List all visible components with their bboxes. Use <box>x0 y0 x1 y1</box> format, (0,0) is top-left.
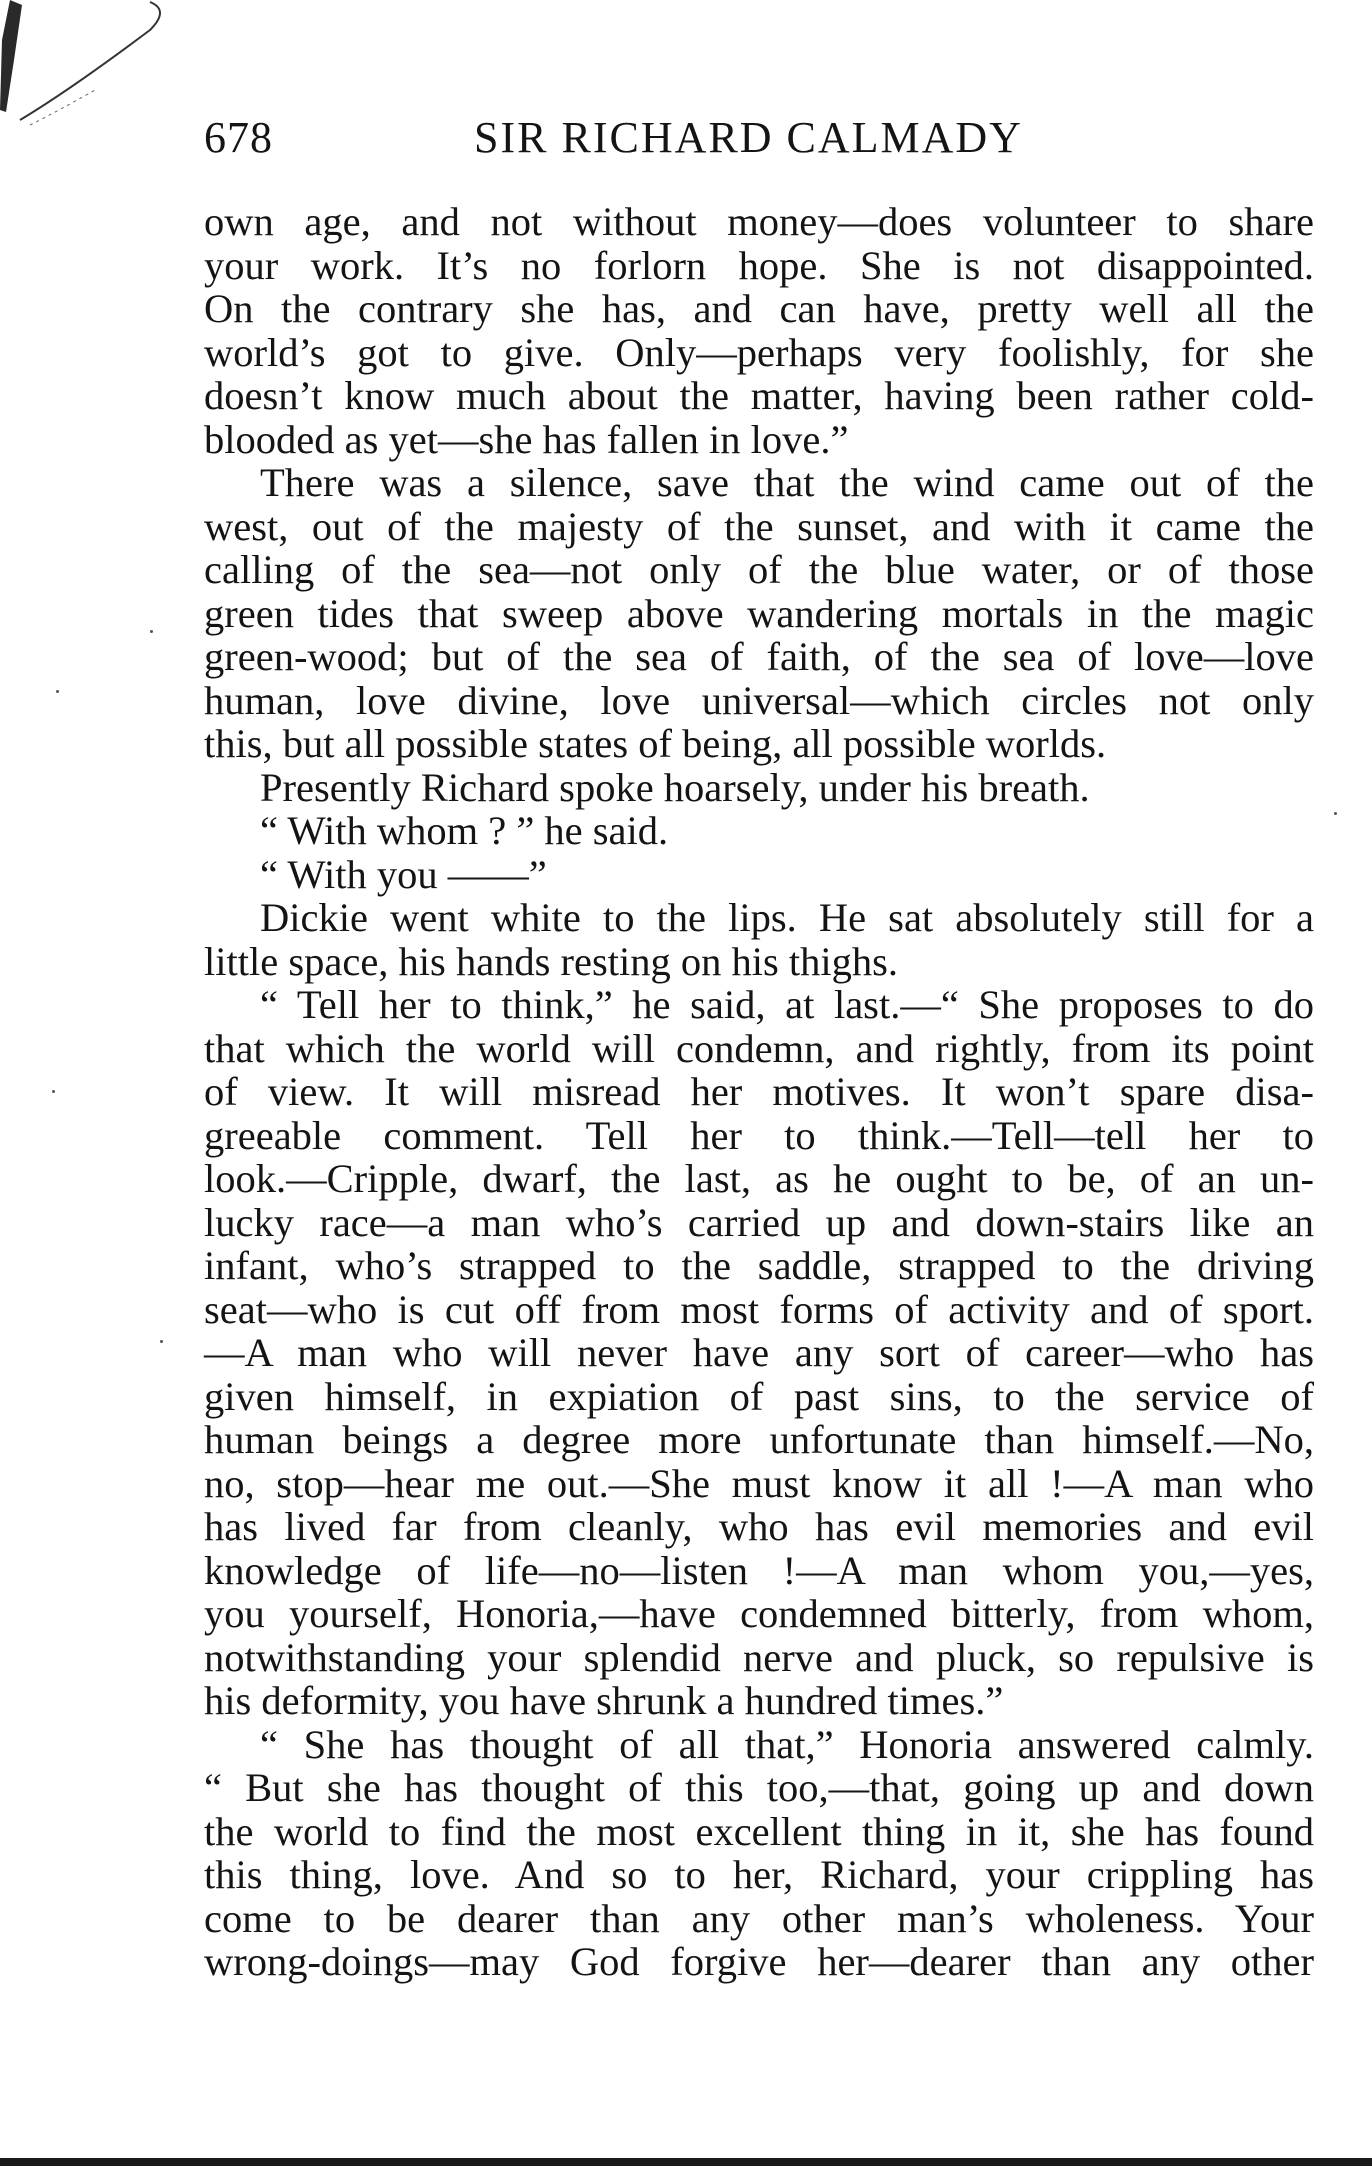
text-line: given himself, in expiation of past sins, to the service of <box>204 1373 1314 1419</box>
page-number: 678 <box>204 113 273 162</box>
text-line: own age, and not without money—does volunteer to share <box>204 199 1314 244</box>
text-line: “ But she has thought of this too,—that, going up and down <box>204 1765 1314 1810</box>
text-line: infant, who’s strapped to the saddle, strapped to the driving <box>204 1243 1314 1288</box>
text-line: “ With you ——” <box>260 851 547 897</box>
text-line: green-wood; but of the sea of faith, of the sea of love—love <box>204 634 1314 679</box>
text-line: lucky race—a man who’s carried up and down-stairs like an <box>204 1199 1314 1245</box>
text-line: green tides that sweep above wandering mortals in the magic <box>204 590 1314 636</box>
text-line: his deformity, you have shrunk a hundred times.” <box>204 1678 1004 1723</box>
text-line: come to be dearer than any other man’s wholeness. Your <box>204 1895 1314 1941</box>
text-line: little space, his hands resting on his thighs. <box>204 938 899 984</box>
text-line: world’s got to give. Only—perhaps very foolishly, for she <box>204 329 1314 375</box>
running-title: SIR RICHARD CALMADY <box>474 113 1023 162</box>
text-line: no, stop—hear me out.—She must know it all !—A man who <box>204 1460 1314 1506</box>
text-line: “ She has thought of all that,” Honoria answered calmly. <box>260 1721 1314 1767</box>
text-line: Dickie went white to the lips. He sat absolutely still for a <box>260 895 1314 940</box>
text-line: calling of the sea—not only of the blue water, or of those <box>204 547 1314 592</box>
page-header <box>204 106 1314 166</box>
page-edge-scan-mark <box>0 0 180 150</box>
text-line: human, love divine, love universal—which circles not only <box>204 677 1314 723</box>
text-line: On the contrary she has, and can have, pretty well all the <box>204 286 1314 331</box>
scan-speck <box>56 690 59 693</box>
text-line: wrong-doings—may God forgive her—dearer than any other <box>204 1939 1314 1984</box>
text-line: west, out of the majesty of the sunset, and with it came the <box>204 503 1314 549</box>
text-line: the world to find the most excellent thing in it, she has found <box>204 1808 1314 1854</box>
text-line: your work. It’s no forlorn hope. She is not disappointed. <box>204 242 1314 288</box>
page-bottom-edge <box>0 2158 1372 2166</box>
text-line: that which the world will condemn, and rightly, from its point <box>204 1025 1314 1071</box>
body-text <box>204 200 1314 1984</box>
text-line: look.—Cripple, dwarf, the last, as he ought to be, of an un- <box>204 1156 1314 1201</box>
text-line: you yourself, Honoria,—have condemned bitterly, from whom, <box>204 1591 1314 1636</box>
text-line: has lived far from cleanly, who has evil memories and evil <box>204 1504 1314 1549</box>
text-line: There was a silence, save that the wind came out of the <box>260 460 1314 505</box>
text-line: this thing, love. And so to her, Richard, your crippling has <box>204 1852 1314 1897</box>
text-line: knowledge of life—no—listen !—A man whom you,—yes, <box>204 1547 1314 1593</box>
text-line: notwithstanding your splendid nerve and pluck, so repulsive is <box>204 1634 1314 1680</box>
text-line: doesn’t know much about the matter, having been rather cold- <box>204 373 1314 418</box>
text-line: this, but all possible states of being, all possible worlds. <box>204 721 1107 766</box>
scan-speck <box>52 1090 55 1093</box>
text-line: “ With whom ? ” he said. <box>260 808 669 853</box>
scan-speck <box>150 630 153 633</box>
scan-speck <box>160 1340 163 1343</box>
text-line: greeable comment. Tell her to think.—Tell—tell her to <box>204 1112 1314 1158</box>
scan-speck <box>1334 812 1337 815</box>
text-line: Presently Richard spoke hoarsely, under his breath. <box>260 764 1090 810</box>
text-line: —A man who will never have any sort of career—who has <box>204 1330 1314 1375</box>
text-line: of view. It will misread her motives. It won’t spare disa- <box>204 1069 1314 1114</box>
text-line: “ Tell her to think,” he said, at last.—“ She proposes to do <box>260 982 1314 1027</box>
text-line: seat—who is cut off from most forms of activity and of sport. <box>204 1286 1314 1332</box>
text-line: human beings a degree more unfortunate than himself.—No, <box>204 1417 1314 1462</box>
text-line: blooded as yet—she has fallen in love.” <box>204 416 849 462</box>
